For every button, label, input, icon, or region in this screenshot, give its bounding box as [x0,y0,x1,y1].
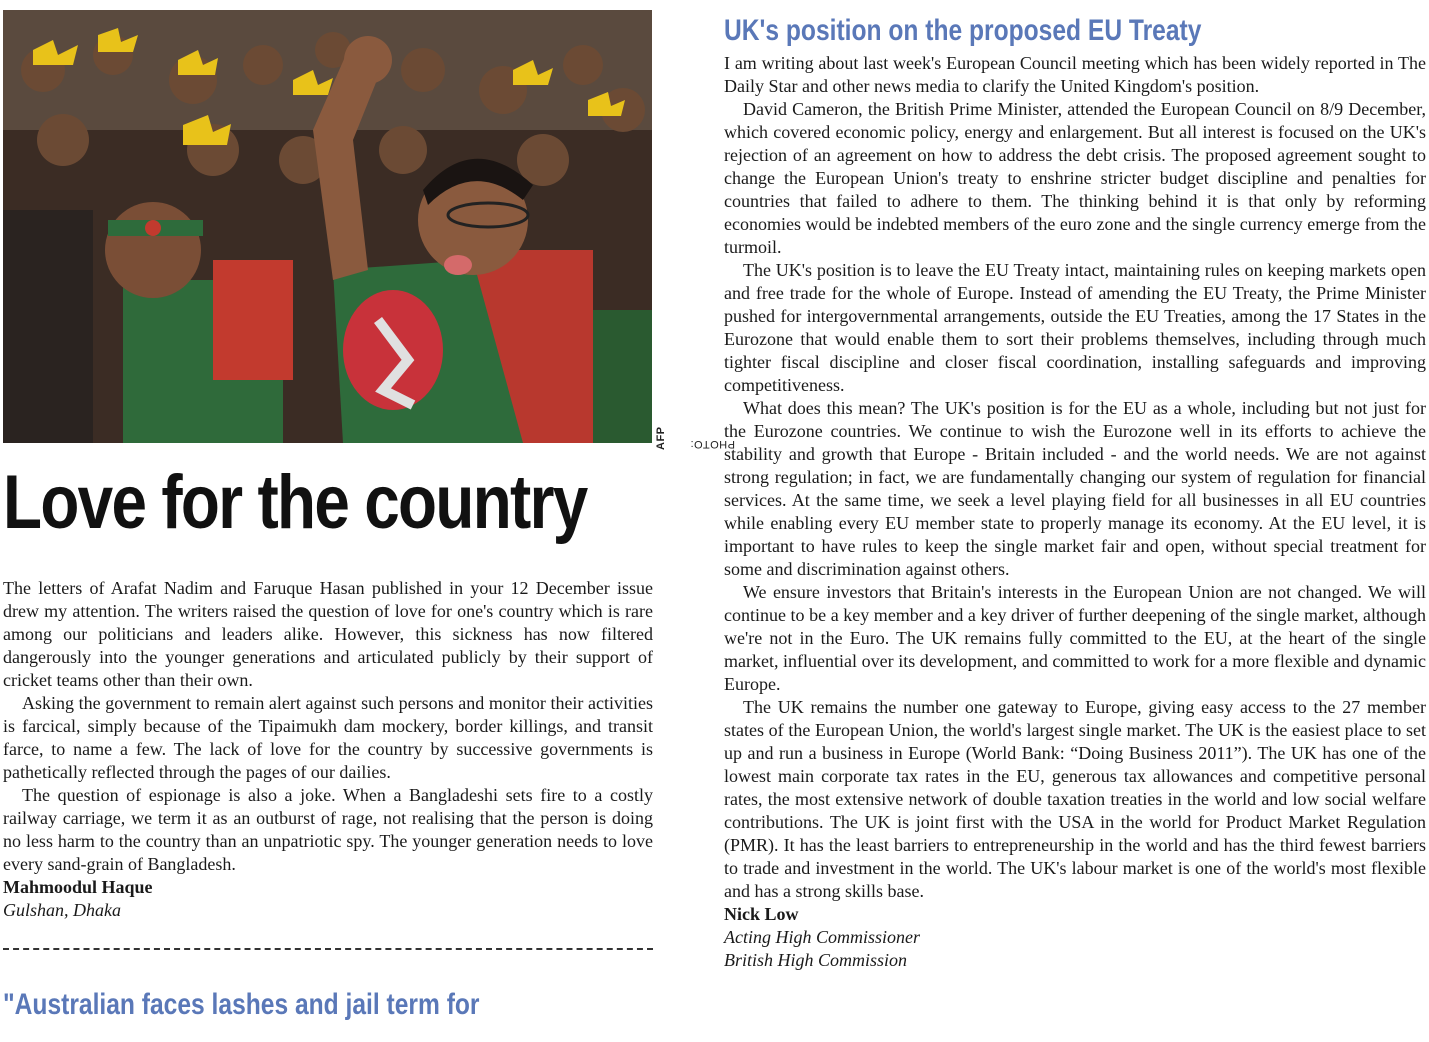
article-paragraph: The UK remains the number one gateway to Europe, giving easy access to the 27 member states of the European Union, the world's largest single market. The UK is the easiest place to set up and run a business in Europe (World Bank: “Doing Business 2011”). The UK has one of the lowest main corporate tax rates in the EU, generous tax allowances and competitive personal rates, the most extensive network of double taxation treaties in the world and low social welfare contributions. The UK is joint first with the USA in the world for Product Market Regulation (PMR). It has the least barriers to entrepreneurship in the world and has the third fewest barriers to trade and investment in the world. The UK's labour market is one of the world's most flexible and has a strong skills base. [724,697,1426,901]
author-title: Acting High Commissioner [724,927,920,947]
article-paragraph: The UK's position is to leave the EU Treaty intact, maintaining rules on keeping markets open and free trade for the whole of Europe. Instead of amending the EU Treaty, the Prime Minister pushed for intergovernmental arrangements, outside the EU Treaties, among the 17 States in the Eurozone that would enable them to sort their problems themselves, including through much tighter fiscal discipline and closer fiscal coordination, installing safeguards and improving competitiveness. [724,260,1426,395]
article-paragraph: We ensure investors that Britain's interests in the European Union are not changed. We will continue to be a key member and a key driver of further deepening of the single market, although we're not in the Euro. The UK remains fully committed to the EU, at the heart of the single market, influential over its development, and committed to work for a more flexible and dynamic Europe. [724,582,1426,694]
article-paragraph: What does this mean? The UK's position is for the EU as a whole, including but not just for the Eurozone countries. We continue to wish the Eurozone well in its efforts to achieve the stability and growth that Europe - Britain included - and the world needs. We are not against strong regulation; in fact, we are fundamentally changing our system of regulation for financial services. At the same time, we seek a level playing field for all businesses in all EU countries while enabling every EU member state to properly manage its economy. At the EU level, it is important to have rules to keep the single market fair and open, without special treatment for some and discrimination against others. [724,398,1426,579]
article-divider [3,948,653,950]
article-paragraph: I am writing about last week's European Council meeting which has been widely reported in The Daily Star and other news media to clarify the United Kingdom's position. [724,53,1426,96]
article-paragraph: The question of espionage is also a joke. When a Bangladeshi sets fire to a costly railway carriage, we term it as an outburst of rage, not realising that the person is doing no less harm to the country than an unpatriotic spy. The younger generation needs to love every sand-grain of Bangladesh. [3,785,653,874]
article-headline: Love for the country [3,460,587,545]
photo-credit [655,370,735,450]
crowd-photo-illustration [3,10,652,443]
left-column [3,10,735,1022]
article-body [724,52,1426,903]
article-headline: UK's position on the proposed EU Treaty [724,14,1202,47]
author-location: Gulshan, Dhaka [3,900,121,920]
right-column [724,14,1426,972]
crowd-photo [3,10,652,443]
author-name: Nick Low [724,904,799,924]
article-body [3,577,653,876]
article-paragraph: David Cameron, the British Prime Minister, attended the European Council on 8/9 December, which covered economic policy, energy and enlargement. But all interest is focused on the UK's rejection of an agreement on how to address the debt crisis. The proposed agreement sought to change the European Union's treaty to enshrine stricter budget discipline and penalties for countries that failed to adhere to them. The thinking behind it is that only by reforming economies would be indebted members of the euro zone and the single currency emerge from the turmoil. [724,99,1426,257]
author-organization: British High Commission [724,950,908,970]
next-article-headline: "Australian faces lashes and jail term for [3,988,480,1021]
article-paragraph: Asking the government to remain alert against such persons and monitor their activities is farcical, simply because of the Tipaimukh dam mockery, border killings, and transit farce, to name a few. The lack of love for the country by successive governments is pathetically reflected through the pages of our dailies. [3,693,653,782]
photo-credit-label: PHOTO: [690,438,735,450]
article-paragraph: The letters of Arafat Nadim and Faruque Hasan published in your 12 December issue drew my attention. The writers raised the question of love for one's country which is rare among our politicians and leaders alike. However, this sickness has now filtered dangerously into the younger generations and articulated publicly by their support of cricket teams other than their own. [3,578,653,690]
photo-credit-source: AFP [655,426,667,450]
author-name: Mahmoodul Haque [3,877,153,897]
